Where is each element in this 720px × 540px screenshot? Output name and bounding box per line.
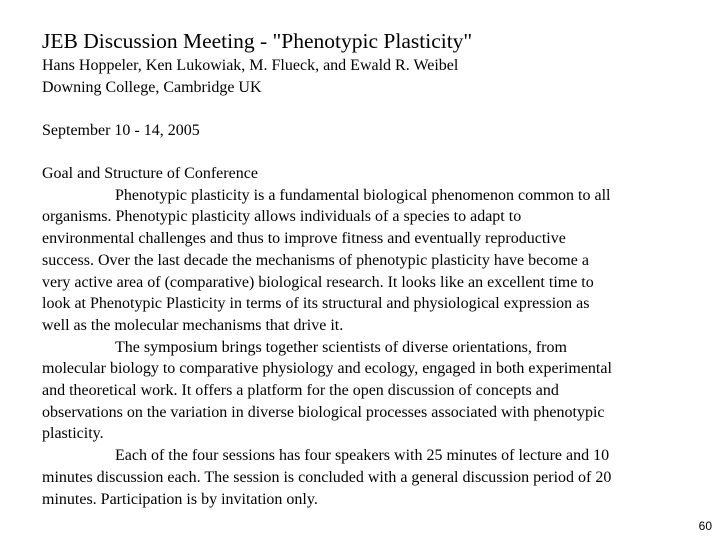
venue-line: Downing College, Cambridge UK [42, 78, 262, 96]
body-line: look at Phenotypic Plasticity in terms of its structural and physiological expression as [42, 295, 590, 313]
page-title: JEB Discussion Meeting - "Phenotypic Plasticity" [42, 29, 473, 53]
body-line: organisms. Phenotypic plasticity allows individuals of a species to adapt to [42, 208, 522, 226]
body-line: and theoretical work. It offers a platform for the open discussion of concepts and [42, 382, 559, 400]
authors-line: Hans Hoppeler, Ken Lukowiak, M. Flueck, and Ewald R. Weibel [42, 57, 459, 74]
body-line: minutes. Participation is by invitation only. [42, 490, 318, 508]
body-line: minutes discussion each. The session is concluded with a general discussion period of 20 [42, 468, 612, 486]
goal-section [42, 163, 692, 510]
body-line: The symposium brings together scientists of diverse orientations, from [115, 338, 567, 356]
body-line: very active area of (comparative) biological research. It looks like an excellent time to [42, 273, 594, 291]
page-number: 60 [698, 519, 712, 533]
body-line: plasticity. [42, 425, 104, 443]
body-line: well as the molecular mechanisms that drive it. [42, 316, 344, 334]
body-line: molecular biology to comparative physiology and ecology, engaged in both experimental [42, 360, 612, 378]
section-heading: Goal and Structure of Conference [42, 165, 258, 182]
author-block [42, 55, 692, 98]
body-line: Phenotypic plasticity is a fundamental biological phenomenon common to all [115, 186, 611, 204]
body-line: success. Over the last decade the mechanisms of phenotypic plasticity have become a [42, 251, 589, 269]
body-line: environmental challenges and thus to improve fitness and eventually reproductive [42, 230, 566, 248]
body-line: Each of the four sessions has four speakers with 25 minutes of lecture and 10 [115, 447, 610, 465]
body-line: observations on the variation in diverse biological processes associated with phenotypic [42, 403, 605, 421]
date-line: September 10 - 14, 2005 [42, 122, 200, 139]
